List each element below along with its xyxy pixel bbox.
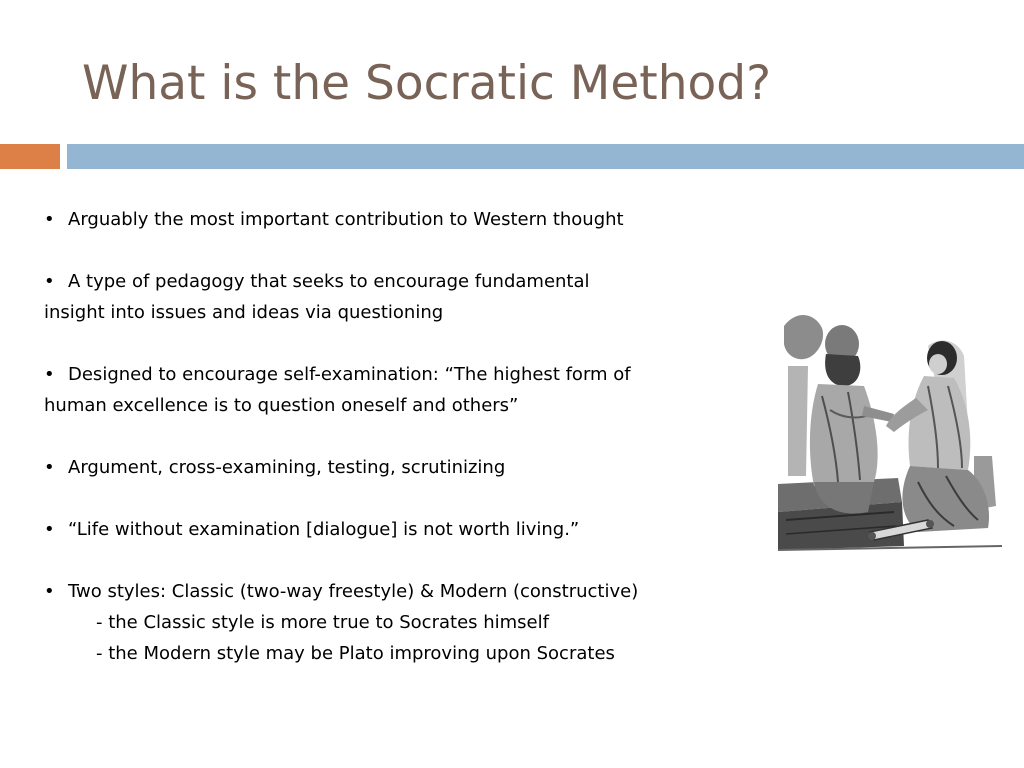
sub-point-classic: - the Classic style is more true to Socrates himself	[96, 612, 549, 633]
bullet-text-continued: human excellence is to question oneself and others”	[44, 395, 519, 416]
bullet-text: A type of pedagogy that seeks to encourage fundamental	[68, 271, 590, 292]
accent-bar-right	[67, 144, 1024, 169]
bullet-text: “Life without examination [dialogue] is not worth living.”	[68, 519, 580, 540]
sub-point-modern: - the Modern style may be Plato improving upon Socrates	[96, 643, 615, 664]
bullet-text: Two styles: Classic (two-way freestyle) & Modern (constructive)	[68, 581, 639, 602]
bullet-marker: •	[44, 364, 55, 385]
bullet-marker: •	[44, 209, 55, 230]
bullet-marker: •	[44, 457, 55, 478]
bullet-item-two-styles	[44, 576, 734, 669]
bullet-marker: •	[44, 581, 55, 602]
bullet-item-self-examination	[44, 359, 734, 421]
bullet-item-argument	[44, 452, 734, 483]
bullet-marker: •	[44, 519, 55, 540]
bullet-item-life-quote	[44, 514, 734, 545]
bullet-list	[44, 204, 734, 669]
bullet-text-continued: insight into issues and ideas via questioning	[44, 302, 444, 323]
bullet-item-pedagogy	[44, 266, 734, 328]
accent-bar-left	[0, 144, 60, 169]
socrates-dialogue-engraving-icon	[778, 306, 1002, 554]
bullet-text: Designed to encourage self-examination: “The highest form of	[68, 364, 631, 385]
bullet-text: Arguably the most important contribution to Western thought	[68, 209, 624, 230]
bullet-text: Argument, cross-examining, testing, scrutinizing	[68, 457, 506, 478]
bullet-marker: •	[44, 271, 55, 292]
bullet-item-contribution	[44, 204, 734, 235]
slide-title: What is the Socratic Method?	[82, 56, 772, 111]
